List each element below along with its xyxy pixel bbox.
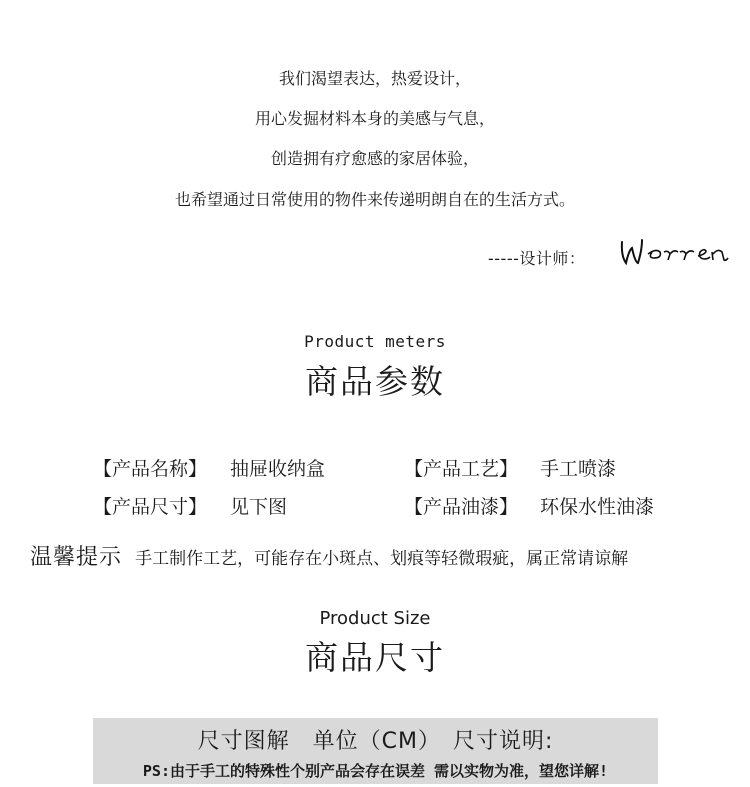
- tip-body: 手工制作工艺，可能存在小斑点、划痕等轻微瑕疵，属正常请谅解: [135, 549, 629, 569]
- designer-signature: [488, 236, 738, 276]
- intro-line-1: 我们渴望表达，热爱设计，: [278, 69, 471, 88]
- params-title-en: Product meters: [304, 332, 446, 351]
- param-key-size: 【产品尺寸】: [93, 496, 208, 518]
- size-bar-heading: 尺寸图解 单位（CM） 尺寸说明:: [197, 729, 554, 754]
- intro-line-2: 用心发掘材料本身的美感与气息，: [254, 109, 495, 128]
- param-key-paint: 【产品油漆】: [404, 496, 519, 518]
- param-key-name: 【产品名称】: [93, 458, 208, 480]
- params-title-zh: 商品参数: [305, 362, 445, 401]
- signature-handwriting: [618, 236, 730, 268]
- size-bar-note: PS:由于手工的特殊性个别产品会存在误差 需以实物为准，望您详解!: [142, 762, 609, 780]
- tip-title: 温馨提示: [30, 545, 123, 570]
- intro-line-3: 创造拥有疗愈感的家居体验，: [270, 149, 479, 168]
- signature-prefix: -----设计师：: [488, 249, 586, 268]
- param-val-paint: 环保水性油漆: [540, 496, 655, 518]
- param-val-craft: 手工喷漆: [540, 458, 617, 480]
- warm-tip: [30, 540, 628, 571]
- size-title-en: Product Size: [319, 608, 431, 629]
- size-title-zh: 商品尺寸: [305, 638, 445, 677]
- intro-line-4: 也希望通过日常使用的物件来传递明朗自在的生活方式。: [174, 190, 575, 209]
- param-val-name: 抽屉收纳盒: [230, 458, 326, 480]
- param-val-size: 见下图: [230, 496, 288, 518]
- param-key-craft: 【产品工艺】: [404, 458, 519, 480]
- size-info-bar: [93, 718, 658, 784]
